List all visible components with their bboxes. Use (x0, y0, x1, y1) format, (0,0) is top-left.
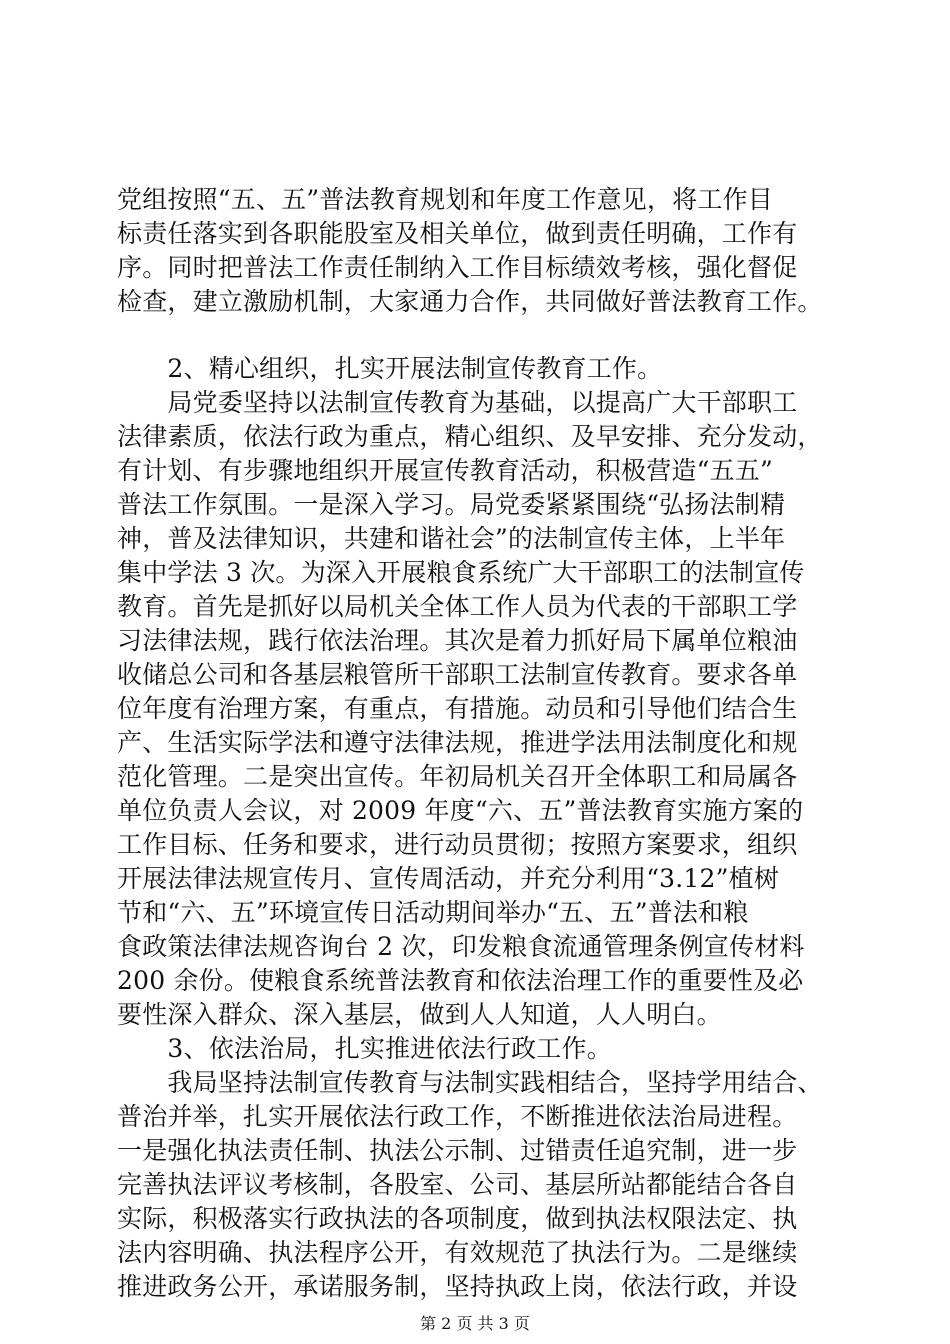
text-line: 200 余份。使粮食系统普法教育和依法治理工作的重要性及必 (117, 966, 804, 995)
text-line: 集中学法 3 次。为深入开展粮食系统广大干部职工的法制宣传 (117, 558, 805, 587)
text-line: 推进政务公开，承诺服务制，坚持执政上岗，依法行政，并设 (117, 1272, 798, 1301)
text-line: 标责任落实到各职能股室及相关单位，做到责任明确，工作有 (117, 219, 798, 248)
text-line: 普治并举，扎实开展依法行政工作，不断推进依法治局进程。 (117, 1102, 798, 1131)
page-footer: 第 2 页 共 3 页 (420, 1314, 530, 1333)
text-line: 收储总公司和各基层粮管所干部职工法制宣传教育。要求各单 (117, 660, 798, 689)
text-line: 局党委坚持以法制宣传教育为基础，以提高广大干部职工 (117, 388, 798, 417)
text-line: 检查，建立激励机制，大家通力合作，共同做好普法教育工作。 (117, 287, 823, 316)
text-line: 食政策法律法规咨询台 2 次，印发粮食流通管理条例宣传材料 (117, 932, 805, 961)
text-line: 要性深入群众、深入基层，做到人人知道，人人明白。 (117, 1000, 722, 1029)
text-line: 节和“六、五”环境宣传日活动期间举办“五、五”普法和粮 (117, 898, 749, 927)
text-line: 开展法律法规宣传月、宣传周活动，并充分利用“3.12”植树 (117, 864, 780, 893)
text-line: 我局坚持法制宣传教育与法制实践相结合，坚持学用结合、 (117, 1068, 823, 1097)
text-line: 法内容明确、执法程序公开，有效规范了执法行为。二是继续 (117, 1238, 798, 1267)
text-line: 单位负责人会议，对 2009 年度“六、五”普法教育实施方案的 (117, 796, 804, 825)
text-line: 范化管理。二是突出宣传。年初局机关召开全体职工和局属各 (117, 762, 798, 791)
text-line: 有计划、有步骤地组织开展宣传教育活动，积极营造“五五” (117, 456, 773, 485)
text-line: 实际，积极落实行政执法的各项制度，做到执法权限法定、执 (117, 1204, 798, 1233)
text-line: 神，普及法律知识，共建和谐社会”的法制宣传主体，上半年 (117, 524, 786, 553)
text-line: 工作目标、任务和要求，进行动员贯彻；按照方案要求，组织 (117, 830, 798, 859)
section-heading: 2、精心组织，扎实开展法制宣传教育工作。 (117, 354, 663, 383)
text-line: 位年度有治理方案，有重点，有措施。动员和引导他们结合生 (117, 694, 798, 723)
text-line: 习法律法规，践行依法治理。其次是着力抓好局下属单位粮油 (117, 626, 798, 655)
text-line: 法律素质，依法行政为重点，精心组织、及早安排、充分发动， (117, 422, 823, 451)
text-line: 序。同时把普法工作责任制纳入工作目标绩效考核，强化督促 (117, 253, 798, 282)
text-line: 完善执法评议考核制，各股室、公司、基层所站都能结合各自 (117, 1170, 798, 1199)
text-line: 教育。首先是抓好以局机关全体工作人员为代表的干部职工学 (117, 592, 798, 621)
text-line: 一是强化执法责任制、执法公示制、过错责任追究制，进一步 (117, 1136, 798, 1165)
text-line: 产、生活实际学法和遵守法律法规，推进学法用法制度化和规 (117, 728, 798, 757)
text-line: 党组按照“五、五”普法教育规划和年度工作意见，将工作目 (117, 185, 773, 214)
section-heading: 3、依法治局，扎实推进依法行政工作。 (117, 1034, 612, 1063)
text-line: 普法工作氛围。一是深入学习。局党委紧紧围绕“弘扬法制精 (117, 490, 786, 519)
